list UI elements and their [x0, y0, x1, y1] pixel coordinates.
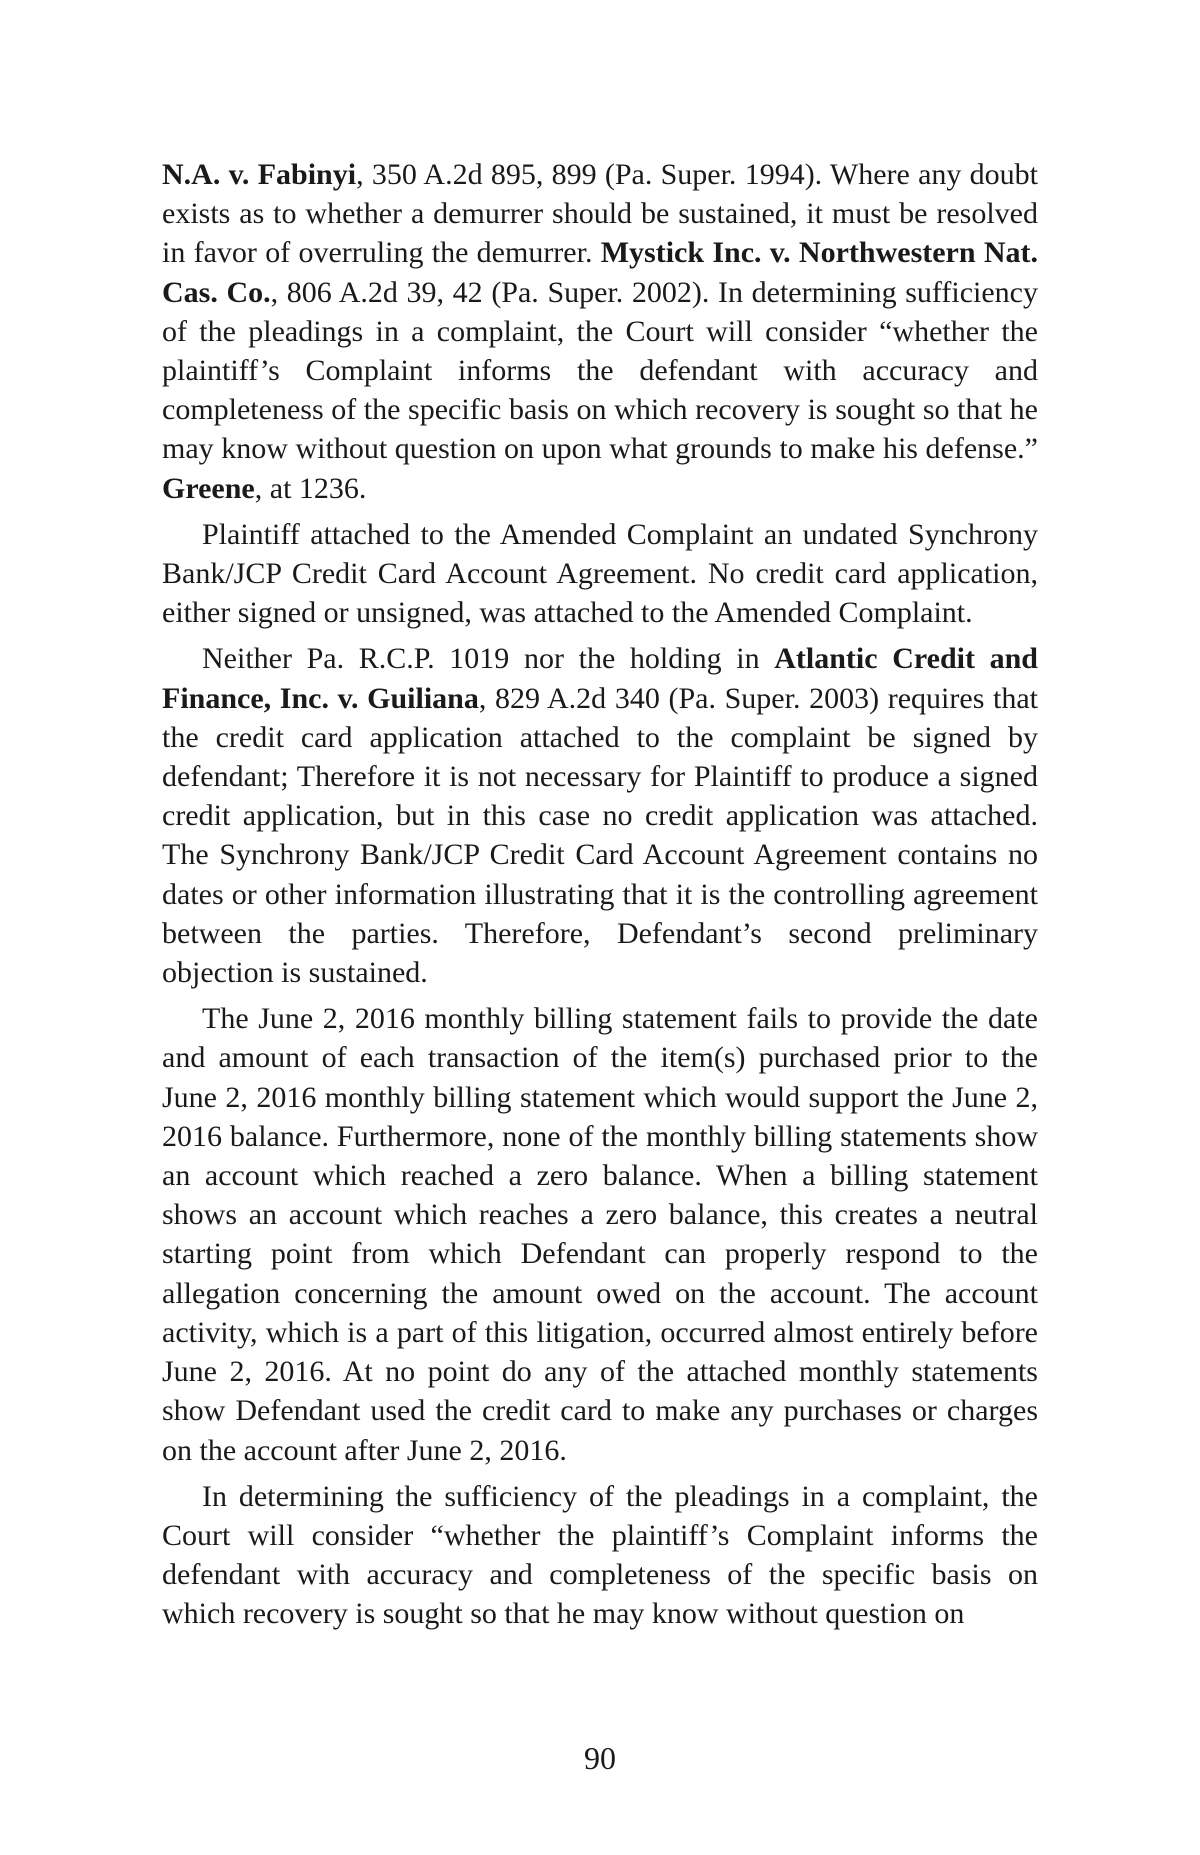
- case-citation: Greene: [162, 471, 255, 505]
- paragraph: [162, 1477, 1038, 1634]
- body-text: [162, 155, 1038, 1641]
- text-run: , 350 A.2d 895, 899 (Pa. Super. 1994). Where any doubt exists as to whether a demurrer should be sustained, it must be resolved in favor of overruling the demurrer.: [162, 158, 1038, 270]
- paragraph: [162, 515, 1038, 633]
- text-run: Neither Pa. R.C.P. 1019 nor the holding in: [202, 642, 775, 676]
- paragraph: [162, 999, 1038, 1469]
- text-run: Plaintiff attached to the Amended Complaint an undated Synchrony Bank/JCP Credit Card Account Agreement. No credit card application, either signed or unsigned, was attached to the Amended Complaint.: [162, 517, 1038, 630]
- paragraph: [162, 155, 1038, 508]
- page-number: 90: [584, 1740, 616, 1776]
- case-citation: N.A. v. Fabinyi: [162, 158, 357, 191]
- text-run: , 806 A.2d 39, 42 (Pa. Super. 2002). In determining sufficiency of the pleadings in a complaint, the Court will consider “whether the plaintiff’s Complaint informs the defendant with accuracy and completeness of the specific basis on which recovery is sought so that he may know without question on upon what grounds to make his defense.”: [162, 275, 1038, 466]
- text-run: In determining the sufficiency of the pleadings in a complaint, the Court will consider “whether the plaintiff’s Complaint informs the defendant with accuracy and completeness of the specific basis on which recovery is sought so that he may know without question on: [162, 1479, 1038, 1631]
- paragraph: [162, 639, 1038, 992]
- text-run: , at 1236.: [254, 471, 367, 505]
- case-citation: Atlantic Credit and Finance, Inc. v. Guiliana: [162, 642, 1038, 715]
- text-run: , 829 A.2d 340 (Pa. Super. 2003) requires that the credit card application attached to the complaint be signed by defendant; Therefore it is not necessary for Plaintiff to produce a signed credit application, but in this case no credit application was attached. The Synchrony Bank/JCP Credit Card Account Agreement contains no dates or other information illustrating that it is the controlling agreement between the parties. Therefore, Defendant’s second preliminary objection is sustained.: [162, 681, 1039, 990]
- case-citation: Mystick Inc. v. Northwestern Nat. Cas. Co.: [162, 236, 1038, 309]
- text-run: The June 2, 2016 monthly billing statement fails to provide the date and amount of each transaction of the item(s) purchased prior to the June 2, 2016 monthly billing statement which would support the June 2, 2016 balance. Furthermore, none of the monthly billing statements show an account which reached a zero balance. When a billing statement shows an account which reaches a zero balance, this creates a neutral starting point from which Defendant can properly respond to the allegation concerning the amount owed on the account. The account activity, which is a part of this litigation, occurred almost entirely before June 2, 2016. At no point do any of the attached monthly statements show Defendant used the credit card to make any purchases or charges on the account after June 2, 2016.: [162, 1002, 1038, 1467]
